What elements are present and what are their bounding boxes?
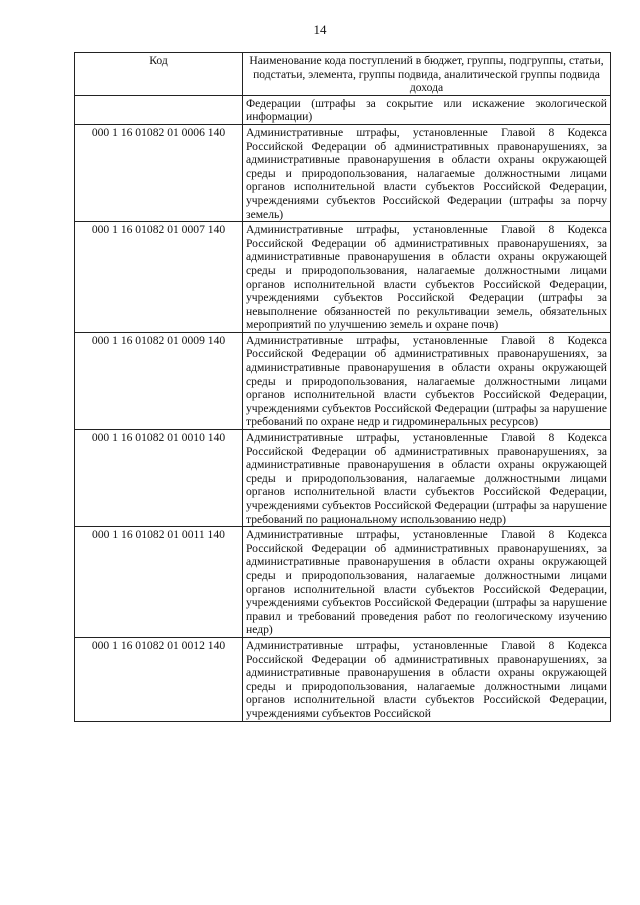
continuation-name-cell: Федерации (штрафы за сокрытие или искажение экологической информации) bbox=[243, 95, 611, 124]
continuation-row bbox=[75, 95, 611, 124]
table-row bbox=[75, 430, 611, 527]
table-row bbox=[75, 637, 611, 721]
name-cell: Административные штрафы, установленные Главой 8 Кодекса Российской Федерации об административных правонарушениях, за административные правонарушения в области охраны окружающей среды и природопользования, налагаемые должностными лицами органов исполнительной власти субъектов Российской Федерации, учреждениями субъектов Российской Федерации (штрафы за нарушение требований по рациональному использованию недр) bbox=[243, 430, 611, 527]
code-cell: 000 1 16 01082 01 0009 140 bbox=[75, 332, 243, 429]
code-cell: 000 1 16 01082 01 0012 140 bbox=[75, 637, 243, 721]
name-cell: Административные штрафы, установленные Главой 8 Кодекса Российской Федерации об административных правонарушениях, за административные правонарушения в области охраны окружающей среды и природопользования, налагаемые должностными лицами органов исполнительной власти субъектов Российской Федерации, учреждениями субъектов Российской Федерации (штрафы за нарушение требований по охране недр и гидроминеральных ресурсов) bbox=[243, 332, 611, 429]
page-number: 14 bbox=[313, 22, 327, 37]
revenue-codes-table bbox=[74, 52, 611, 722]
name-cell: Административные штрафы, установленные Главой 8 Кодекса Российской Федерации об административных правонарушениях, за административные правонарушения в области охраны окружающей среды и природопользования, налагаемые должностными лицами органов исполнительной власти субъектов Российской Федерации, учреждениями субъектов Российской Федерации (штрафы за порчу земель) bbox=[243, 124, 611, 221]
name-cell: Административные штрафы, установленные Главой 8 Кодекса Российской Федерации об административных правонарушениях, за административные правонарушения в области охраны окружающей среды и природопользования, налагаемые должностными лицами органов исполнительной власти субъектов Российской Федерации, учреждениями субъектов Российской Федерации (штрафы за невыполнение обязанностей по рекультивации земель, обязательных мероприятий по улучшению земель и охране почв) bbox=[243, 222, 611, 333]
name-cell: Административные штрафы, установленные Главой 8 Кодекса Российской Федерации об административных правонарушениях, за административные правонарушения в области охраны окружающей среды и природопользования, налагаемые должностными лицами органов исполнительной власти субъектов Российской Федерации, учреждениями субъектов Российской bbox=[243, 637, 611, 721]
table-header-row bbox=[75, 53, 611, 96]
table-row bbox=[75, 124, 611, 221]
table-row bbox=[75, 332, 611, 429]
continuation-code-cell bbox=[75, 95, 243, 124]
table-row bbox=[75, 222, 611, 333]
header-name: Наименование кода поступлений в бюджет, группы, подгруппы, статьи, подстатьи, элемента, группы подвида, аналитической группы подвида дохода bbox=[243, 53, 611, 96]
code-cell: 000 1 16 01082 01 0007 140 bbox=[75, 222, 243, 333]
name-cell: Административные штрафы, установленные Главой 8 Кодекса Российской Федерации об административных правонарушениях, за административные правонарушения в области охраны окружающей среды и природопользования, налагаемые должностными лицами органов исполнительной власти субъектов Российской Федерации, учреждениями субъектов Российской Федерации (штрафы за нарушение правил и требований проведения работ по геологическому изучению недр) bbox=[243, 527, 611, 638]
code-cell: 000 1 16 01082 01 0006 140 bbox=[75, 124, 243, 221]
code-cell: 000 1 16 01082 01 0010 140 bbox=[75, 430, 243, 527]
table-body bbox=[75, 95, 611, 721]
table-row bbox=[75, 527, 611, 638]
header-code: Код bbox=[75, 53, 243, 96]
code-cell: 000 1 16 01082 01 0011 140 bbox=[75, 527, 243, 638]
